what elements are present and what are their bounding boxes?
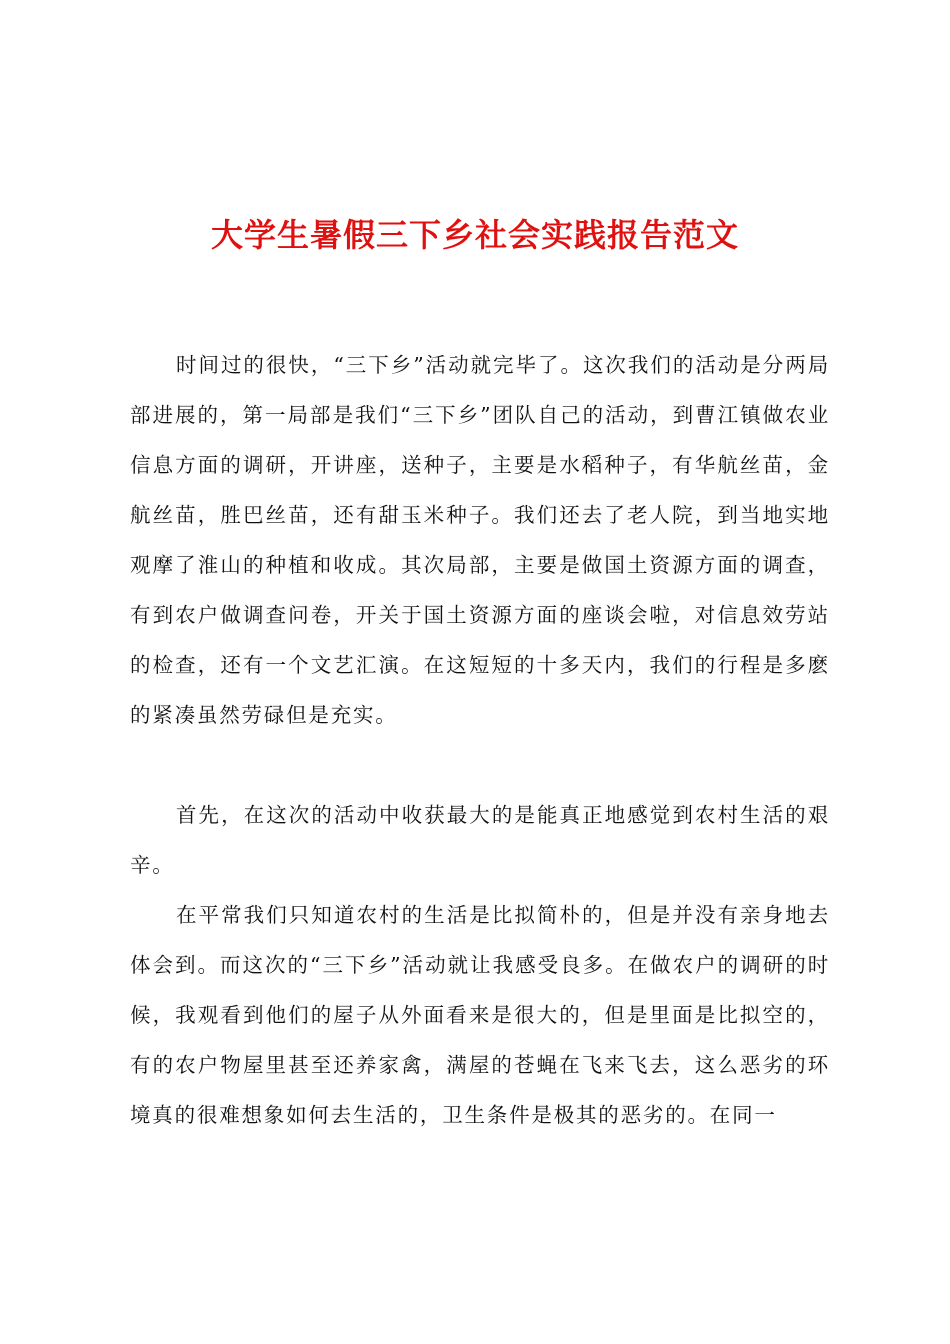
body-paragraph: 在平常我们只知道农村的生活是比拟简朴的，但是并没有亲身地去体会到。而这次的“三下乡”活动就让我感受良多。在做农户的调研的时候，我观看到他们的屋子从外面看来是很大的，但是里面是比拟空的，有的农户物屋里甚至还养家禽，满屋的苍蝇在飞来飞去，这么恶劣的环境真的很难想象如何去生活的，卫生条件是极其的恶劣的。在同一 bbox=[130, 903, 830, 1127]
document-title: 大学生暑假三下乡社会实践报告范文 bbox=[210, 216, 739, 254]
body-paragraph: 首先，在这次的活动中收获最大的是能真正地感觉到农村生活的艰辛。 bbox=[130, 803, 830, 877]
body-paragraph: 时间过的很快，“三下乡”活动就完毕了。这次我们的活动是分两局部进展的，第一局部是我们“三下乡”团队自己的活动，到曹江镇做农业信息方面的调研，开讲座，送种子，主要是水稻种子，有华航丝苗，金航丝苗，胜巴丝苗，还有甜玉米种子。我们还去了老人院，到当地实地观摩了淮山的种植和收成。其次局部，主要是做国土资源方面的调查，有到农户做调查问卷，开关于国土资源方面的座谈会啦，对信息效劳站的检查，还有一个文艺汇演。在这短短的十多天内，我们的行程是多麽的紧凑虽然劳碌但是充实。 bbox=[130, 353, 830, 727]
